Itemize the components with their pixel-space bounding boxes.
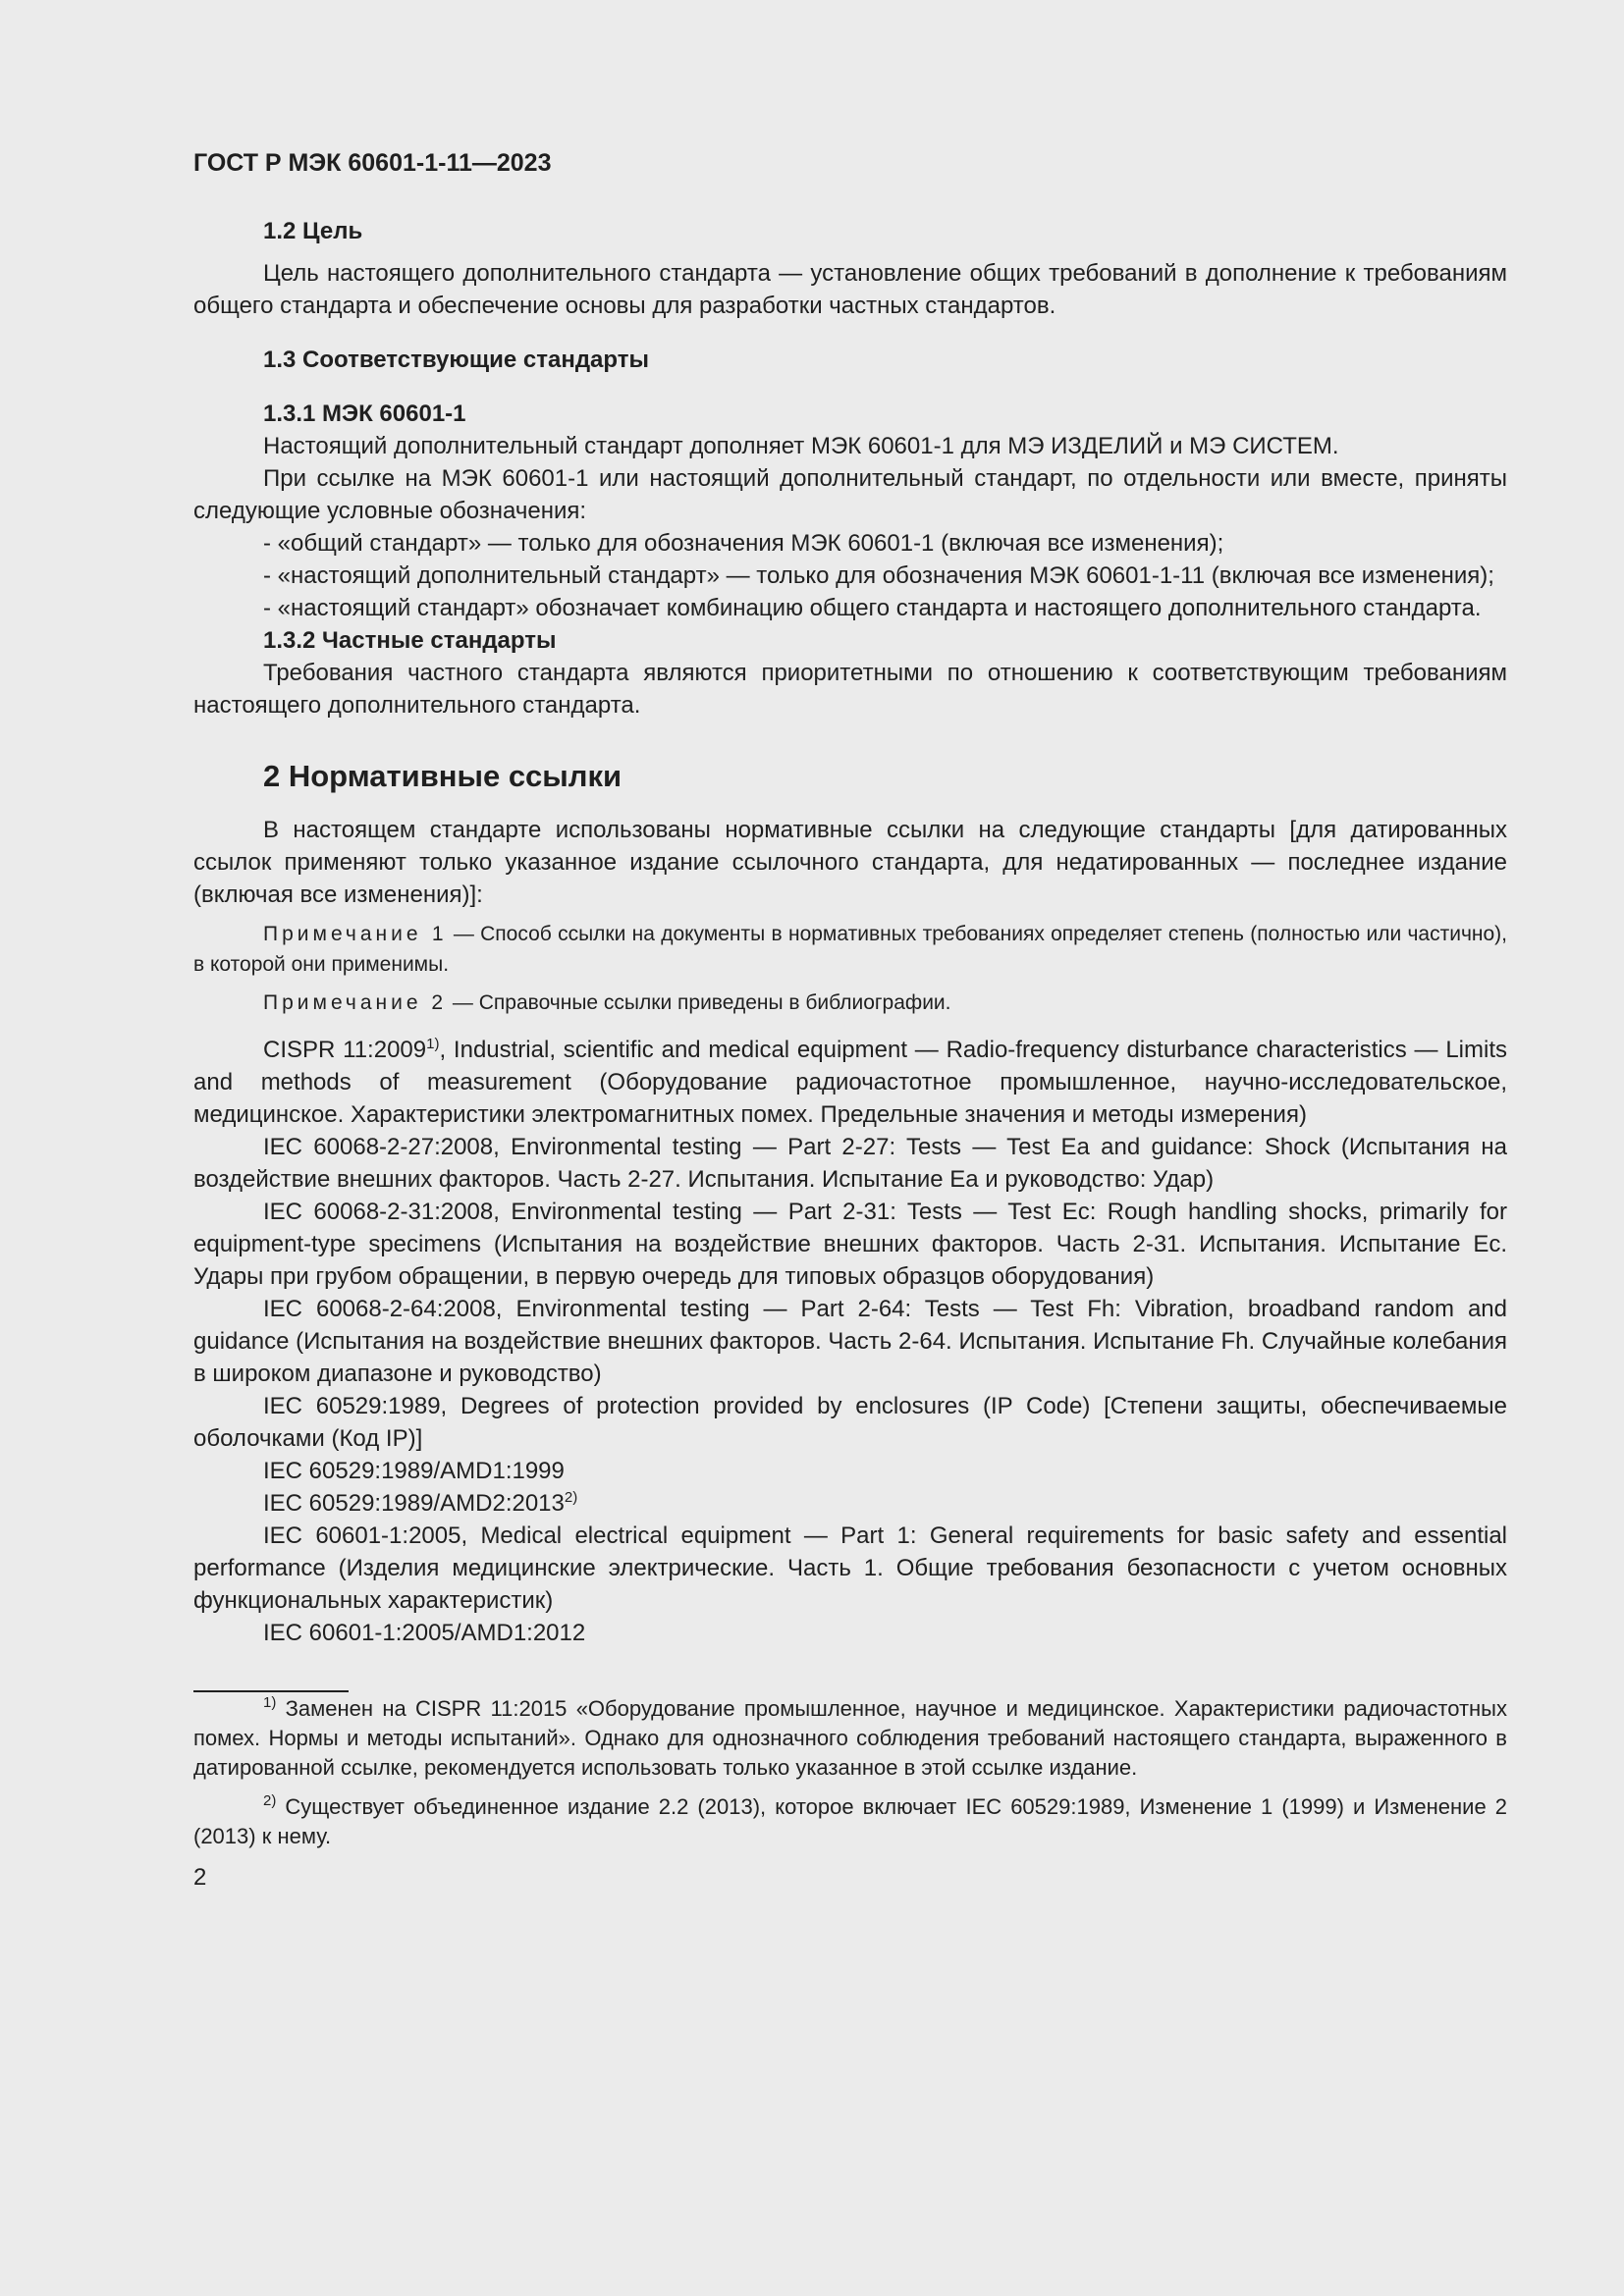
- reference-iec-60068-2-64: IEC 60068-2-64:2008, Environmental testing — Part 2-64: Tests — Test Fh: Vibration, broadband random and guidance (Испытания на воздействие внешних факторов. Часть 2-64. Испытания. Испытание Fh. Случайные колебания в широком диапазоне и руководство): [193, 1296, 1507, 1387]
- footnote-1-marker: 1): [263, 1694, 277, 1711]
- footnote-marker-1: 1): [426, 1036, 440, 1052]
- page-number: 2: [193, 1864, 207, 1891]
- footnote-1-text: Заменен на CISPR 11:2015 «Оборудование промышленное, научное и медицинское. Характеристики радиочастотных помех. Нормы и методы испытаний». Однако для однозначного соблюдения требований настоящего стандарта, выраженного в датированной ссылке, рекомендуется использовать только указанное в этой ссылке издание.: [193, 1696, 1507, 1780]
- section-1-3-1-paragraph-2: При ссылке на МЭК 60601-1 или настоящий дополнительный стандарт, по отдельности или вместе, приняты следующие условные обозначения:: [193, 465, 1507, 524]
- footnote-2-marker: 2): [263, 1792, 277, 1809]
- reference-iec-60529: IEC 60529:1989, Degrees of protection provided by enclosures (IP Code) [Степени защиты, обеспечиваемые оболочками (Код IP)]: [193, 1393, 1507, 1452]
- section-1-2-heading: 1.2 Цель: [263, 218, 363, 244]
- reference-iec-60601-1: IEC 60601-1:2005, Medical electrical equipment — Part 1: General requirements for basic safety and essential performance (Изделия медицинские электрические. Часть 1. Общие требования безопасности с учетом основных функциональных характеристик): [193, 1522, 1507, 1614]
- section-2-intro: В настоящем стандарте использованы нормативные ссылки на следующие стандарты [для датированных ссылок применяют только указанное издание ссылочного стандарта, для недатированных — последнее издание (включая все изменения)]:: [193, 817, 1507, 908]
- reference-code: CISPR 11:2009: [263, 1037, 427, 1063]
- list-item: - «настоящий дополнительный стандарт» — только для обозначения МЭК 60601-1-11 (включая все изменения);: [263, 562, 1494, 589]
- reference-iec-60068-2-31: IEC 60068-2-31:2008, Environmental testing — Part 2-31: Tests — Test Ec: Rough handling shocks, primarily for equipment-type specimens (Испытания на воздействие внешних факторов. Часть 2-31. Испытания. Испытание Ec. Удары при грубом обращении, в первую очередь для типовых образцов оборудования): [193, 1199, 1507, 1290]
- note-1: [193, 919, 1507, 980]
- note-2: [193, 988, 1507, 1018]
- section-1-2-text: Цель настоящего дополнительного стандарта — установление общих требований в дополнение к требованиям общего стандарта и обеспечение основы для разработки частных стандартов.: [193, 260, 1507, 319]
- reference-iec-60068-2-27: IEC 60068-2-27:2008, Environmental testing — Part 2-27: Tests — Test Ea and guidance: Shock (Испытания на воздействие внешних факторов. Часть 2-27. Испытания. Испытание Ea и руководство: Удар): [193, 1134, 1507, 1193]
- section-1-3-2-text: Требования частного стандарта являются приоритетными по отношению к соответствующим требованиям настоящего дополнительного стандарта.: [193, 660, 1507, 719]
- reference-code: IEC 60529:1989/AMD2:2013: [263, 1490, 565, 1517]
- note-1-label: Примечание 1: [263, 923, 448, 945]
- section-1-3-heading: 1.3 Соответствующие стандарты: [263, 347, 649, 373]
- document-code-header: ГОСТ Р МЭК 60601-1-11—2023: [193, 149, 552, 177]
- list-item: - «настоящий стандарт» обозначает комбинацию общего стандарта и настоящего дополнительного стандарта.: [263, 595, 1482, 621]
- note-2-label: Примечание 2: [263, 991, 448, 1014]
- section-2-heading: 2 Нормативные ссылки: [263, 759, 623, 793]
- list-item: - «общий стандарт» — только для обозначения МЭК 60601-1 (включая все изменения);: [263, 530, 1224, 557]
- footnote-2-text: Существует объединенное издание 2.2 (2013), которое включает IEC 60529:1989, Изменение 1 (1999) и Изменение 2 (2013) к нему.: [193, 1794, 1507, 1848]
- reference-iec-60529-amd1: IEC 60529:1989/AMD1:1999: [263, 1458, 565, 1484]
- reference-text: , Industrial, scientific and medical equipment — Radio-frequency disturbance characteristics — Limits and methods of measurement (Оборудование радиочастотное промышленное, научно-исследовательское, медицинское. Характеристики электромагнитных помех. Предельные значения и методы измерения): [193, 1037, 1507, 1128]
- footnote-2: [193, 1792, 1507, 1851]
- section-1-3-1-heading: 1.3.1 МЭК 60601-1: [263, 400, 466, 427]
- reference-cispr-11: [193, 1034, 1507, 1131]
- footnote-divider: [193, 1690, 349, 1692]
- document-page: [193, 147, 1507, 1894]
- note-1-text: — Способ ссылки на документы в нормативных требованиях определяет степень (полностью или частично), в которой они применимы.: [193, 923, 1507, 976]
- note-2-text: — Справочные ссылки приведены в библиографии.: [447, 991, 951, 1014]
- section-1-3-2-heading: 1.3.2 Частные стандарты: [263, 627, 557, 654]
- section-1-3-1-paragraph-1: Настоящий дополнительный стандарт дополняет МЭК 60601-1 для МЭ ИЗДЕЛИЙ и МЭ СИСТЕМ.: [263, 433, 1339, 459]
- footnote-marker-2: 2): [564, 1489, 578, 1506]
- reference-iec-60601-1-amd1: IEC 60601-1:2005/AMD1:2012: [263, 1620, 586, 1646]
- footnote-1: [193, 1694, 1507, 1783]
- reference-iec-60529-amd2: [193, 1487, 1507, 1520]
